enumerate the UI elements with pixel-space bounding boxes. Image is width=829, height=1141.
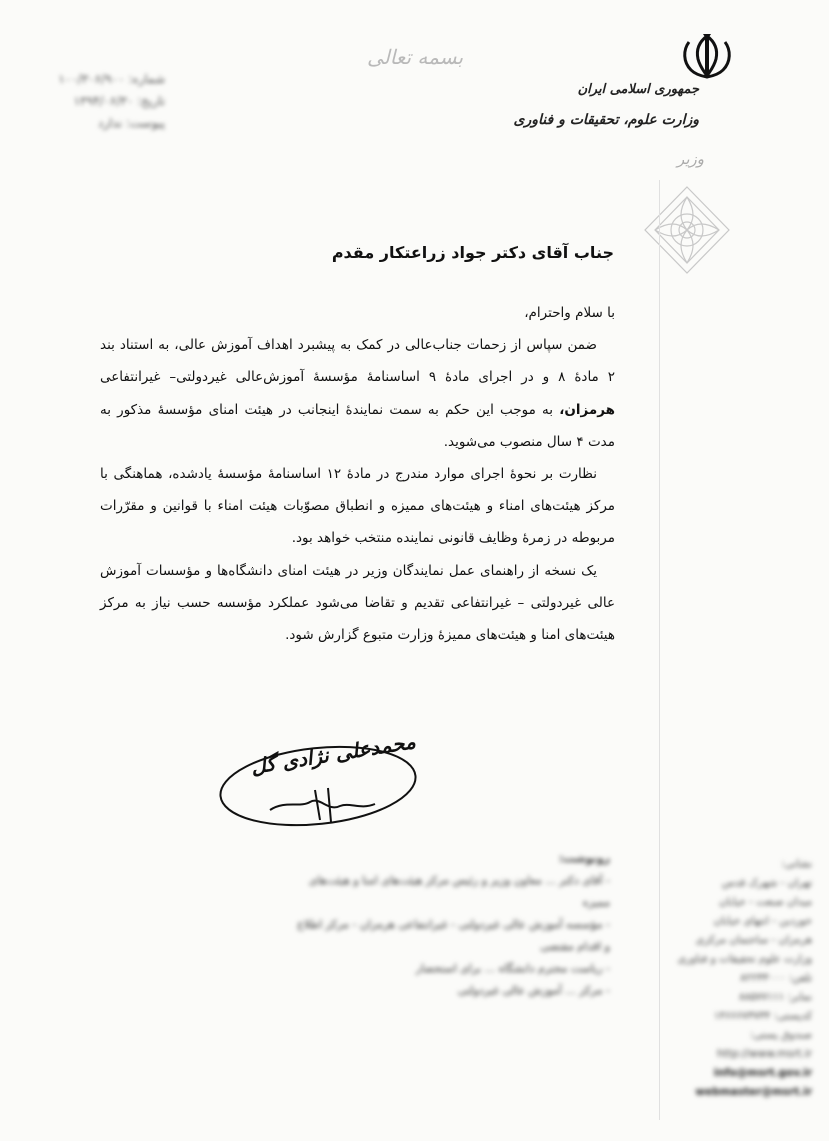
margin-rule [659, 180, 660, 1120]
country-name: جمهوری اسلامی ایران [577, 82, 699, 97]
cc-block [290, 848, 610, 1002]
reference-line: تاریخ: ۱۳۹۴/۰۶/۳۰ [73, 94, 165, 108]
contact-line: هرمزان - ساختمان مرکزی [695, 934, 812, 946]
cc-line: - آقای دکتر ... معاون وزیر و رئیس مرکز هیئت‌های امنا و هیئت‌های ممیزه [308, 874, 610, 909]
reference-block [35, 68, 165, 134]
cc-line: - مرکز ... آموزش عالی غیردولتی [457, 984, 610, 997]
letter-body [100, 297, 615, 651]
contact-email: webmaster@msrt.ir [695, 1086, 812, 1098]
signature-name: محمدعلی نژادی گل [249, 729, 418, 779]
contact-line: خوردین - انتهای خیابان [713, 915, 812, 927]
reference-line: شماره: ۱۰۰/۳۰۶/۹۰۰ [58, 72, 165, 86]
contact-email: info@msrt.gov.ir [713, 1067, 812, 1079]
invocation: بسمه تعالی [366, 45, 464, 69]
contact-line: صندوق پستی: [750, 1029, 812, 1041]
paragraph-1 [100, 329, 615, 458]
contact-block [672, 855, 812, 1102]
contact-line: http://www.msrt.ir [716, 1048, 812, 1060]
paragraph-1-text: ضمن سپاس از زحمات جناب‌عالی در کمک به پیشبرد اهداف آموزش عالی، به استناد بند ۲ مادهٔ ۸ و در اجرای مادهٔ ۹ اساسنامهٔ مؤسسهٔ آموزش‌عالی غیردولتی– غیرانتفاعی [100, 337, 615, 386]
cc-line: - ریاست محترم دانشگاه ... برای استحضار [415, 962, 610, 975]
addressee: جناب آقای دکتر جواد زراعتکار مقدم [331, 243, 614, 262]
emblem-icon [677, 32, 737, 80]
contact-line: نشانی: [781, 858, 812, 870]
institution-name: هرمزان، [559, 401, 615, 418]
office-name: وزیر [677, 150, 704, 168]
ministry-name: وزارت علوم، تحقیقات و فناوری [513, 112, 699, 128]
paragraph-3: یک نسخه از راهنمای عمل نمایندگان وزیر در هیئت امنای دانشگاه‌ها و مؤسسات آموزش عالی غیردولتی – غیرانتفاعی تقدیم و تقاضا می‌شود عملکرد مؤسسه حسب نیاز به مرکز هیئت‌های امنا و هیئت‌های ممیزهٔ وزارت متبوع گزارش شود. [100, 562, 615, 644]
contact-line: میدان صنعت - خیابان [719, 896, 812, 908]
contact-line: کدپستی: ۱۴۶۶۶۷۳۷۳۴ [713, 1010, 812, 1022]
cc-line: - مؤسسه آموزش عالی غیردولتی - غیرانتفاعی هرمزان - مرکز اطلاع و اقدام مقتضی [297, 918, 610, 953]
contact-line: وزارت علوم تحقیقات و فناوری [677, 953, 812, 965]
reference-line: پیوست: ندارد [98, 116, 165, 130]
contact-line: تلفن: ۸۲۲۳۳۰۰۰ [740, 972, 812, 984]
greeting: با سلام واحترام، [524, 305, 615, 321]
cc-heading: رونوشت: [558, 852, 610, 865]
contact-line: نمابر: ۸۸۵۷۷۱۱۱ [739, 991, 812, 1003]
contact-line: تهران - شهرک قدس [721, 877, 812, 889]
ornament-icon [643, 185, 731, 275]
paragraph-2: نظارت بر نحوهٔ اجرای موارد مندرج در مادهٔ ۱۲ اساسنامهٔ مؤسسهٔ یادشده، هماهنگی با مرکز هیئت‌های امناء و هیئت‌های ممیزه و انطباق مصوّبات هیئت امناء با قوانین و مقرّرات مربوطه در زمرهٔ وظایف قانونی نماینده منتخب خواهد بود. [100, 466, 615, 547]
paragraph-1-rest: به موجب این حکم به سمت نمایندهٔ اینجانب در هیئت امنای مؤسسهٔ مذکور به مدت ۴ سال منصوب می‌شوید. [100, 401, 615, 450]
